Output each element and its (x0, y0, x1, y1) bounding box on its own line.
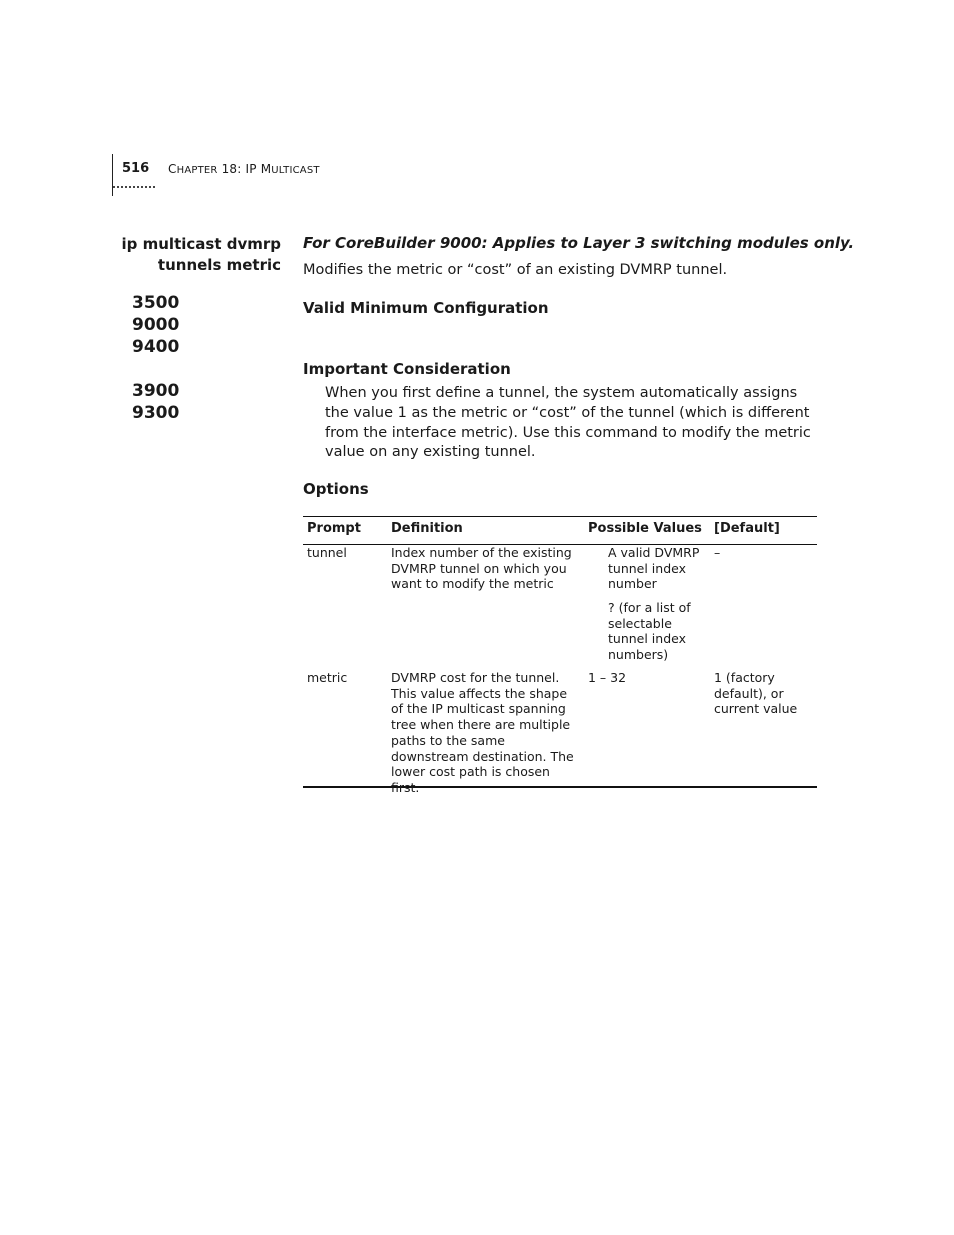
cell-definition: Index number of the existing DVMRP tunnel on which you want to modify the metric (391, 545, 572, 592)
chapter-running-head: CHAPTER 18: IP MULTICAST (168, 162, 320, 176)
platform-number: 9000 (132, 315, 180, 335)
platform-list-2 (132, 380, 179, 424)
table-row (303, 545, 817, 670)
cell-default: – (714, 545, 721, 560)
cell-definition: DVMRP cost for the tunnel. This value affects the shape of the IP multicast spanning tree when there are multiple paths to the same downstream destination. The lower cost path is chosen first. (391, 670, 574, 795)
important-consideration-text: When you first define a tunnel, the system automatically assigns the value 1 as the metric or “cost” of the tunnel (which is different from the interface metric). Use this command to modify the metric value on any existing tunnel. (325, 385, 811, 461)
column-header-default: [Default] (714, 521, 780, 536)
applies-note: For CoreBuilder 9000: Applies to Layer 3 switching modules only. (303, 234, 855, 252)
table-row (303, 670, 817, 795)
command-title (122, 234, 281, 276)
valid-min-config-heading: Valid Minimum Configuration (303, 299, 549, 317)
platform-number: 9300 (132, 403, 180, 423)
platform-number: 9400 (132, 337, 180, 357)
platform-list-1 (132, 292, 179, 358)
platform-number: 3500 (132, 293, 180, 313)
cell-value: 1 – 32 (588, 670, 627, 685)
header-dotted-rule (113, 186, 155, 189)
important-consideration-heading: Important Consideration (303, 360, 511, 378)
platform-number: 3900 (132, 381, 180, 401)
header-rule-vertical (112, 154, 113, 196)
page-number: 516 (122, 161, 150, 176)
cell-default: 1 (factory default), or current value (714, 670, 798, 717)
column-header-prompt: Prompt (307, 521, 361, 536)
cell-value: A valid DVMRP tunnel index number (608, 545, 700, 592)
column-header-possible-values: Possible Values (588, 521, 702, 536)
cell-value: ? (for a list of selectable tunnel index numbers) (608, 600, 691, 663)
cell-prompt: metric (307, 670, 348, 685)
options-heading: Options (303, 480, 369, 498)
command-description: Modifies the metric or “cost” of an existing DVMRP tunnel. (303, 262, 728, 278)
options-table (303, 516, 817, 795)
command-title-line1: ip multicast dvmrp (121, 235, 281, 253)
cell-prompt: tunnel (307, 545, 347, 560)
table-header-row (303, 517, 817, 545)
command-title-line2: tunnels metric (157, 256, 281, 274)
column-header-definition: Definition (391, 521, 463, 536)
